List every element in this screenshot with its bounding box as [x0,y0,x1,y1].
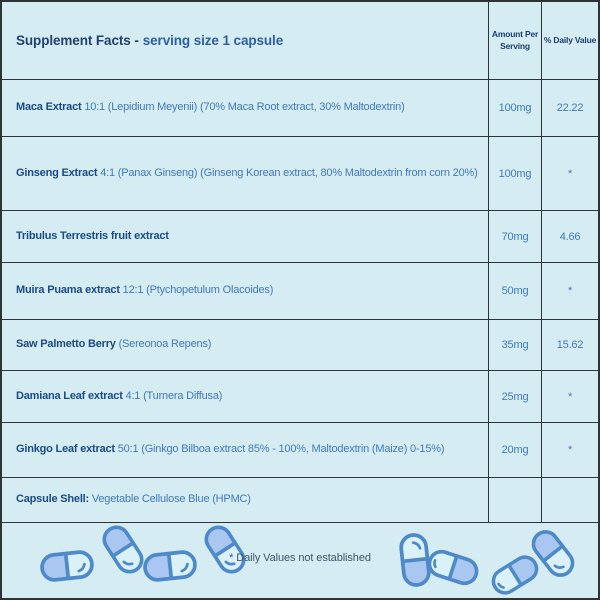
column-header-daily-value: % Daily Value [541,2,598,79]
daily-value-cell: 15.62 [541,320,598,370]
amount-cell: 70mg [488,211,541,262]
daily-value-cell: * [541,371,598,422]
amount-cell: 50mg [488,263,541,319]
ingredient-cell [2,320,488,370]
table-row-ginkgo [2,423,598,478]
ingredient-cell [2,371,488,422]
ingredient-name: Tribulus Terrestris fruit extract [16,229,169,242]
ingredient-cell [2,80,488,136]
ingredient-detail: 10:1 (Lepidium Meyenii) (70% Maca Root extract, 30% Maltodextrin) [81,101,405,114]
ingredient-detail: 4:1 (Turnera Diffusa) [122,389,223,402]
ingredient-name: Ginseng Extract [16,166,98,179]
amount-cell: 35mg [488,320,541,370]
daily-value-cell: * [541,423,598,477]
page-title [7,33,283,48]
amount-cell: 20mg [488,423,541,477]
table-row-damiana [2,371,598,423]
daily-value-cell: 22.22 [541,80,598,136]
ingredient-detail: 4:1 (Panax Ginseng) (Ginseng Korean extract, 80% Maltodextrin from corn 20%) [97,166,478,179]
ingredient-detail: 50:1 (Ginkgo Bilboa extract 85% - 100%, Maltodextrin (Maize) 0-15%) [114,443,445,456]
table-row-muira-puama [2,263,598,320]
amount-cell: 25mg [488,371,541,422]
daily-value-cell: 4.66 [541,211,598,262]
ingredient-name: Muira Puama extract [16,284,120,297]
ingredient-name: Damiana Leaf extract [16,389,123,402]
ingredient-detail: 12:1 (Ptychopetulum Olacoides) [119,284,274,297]
title-sub: serving size 1 capsule [142,33,284,48]
ingredient-cell [2,137,488,210]
table-title-cell [2,2,488,79]
ingredient-cell [2,478,488,522]
ingredient-detail: Vegetable Cellulose Blue (HPMC) [89,493,251,506]
amount-cell: 100mg [488,137,541,210]
table-header-row [2,2,598,80]
amount-cell: 100mg [488,80,541,136]
table-row-capsule-shell [2,478,598,523]
ingredient-name: Capsule Shell: [16,493,89,506]
ingredient-cell [2,211,488,262]
amount-cell [488,478,541,522]
column-header-amount: Amount Per Serving [488,2,541,79]
table-row-maca [2,80,598,137]
ingredient-cell [2,423,488,477]
ingredient-name: Ginkgo Leaf extract [16,443,115,456]
supplement-facts-table [2,2,598,523]
table-row-tribulus [2,211,598,263]
ingredient-detail: (Sereonoa Repens) [115,338,212,351]
ingredient-name: Saw Palmetto Berry [16,338,116,351]
title-main: Supplement Facts - [16,33,139,48]
table-row-ginseng [2,137,598,211]
table-row-saw-palmetto [2,320,598,371]
daily-value-cell: * [541,263,598,319]
ingredient-cell [2,263,488,319]
ingredient-name: Maca Extract [16,101,82,114]
capsule-icon [198,519,252,580]
footer [2,523,598,598]
daily-value-cell: * [541,137,598,210]
daily-value-footnote: * Daily Values not established [229,552,371,564]
daily-value-cell [541,478,598,522]
